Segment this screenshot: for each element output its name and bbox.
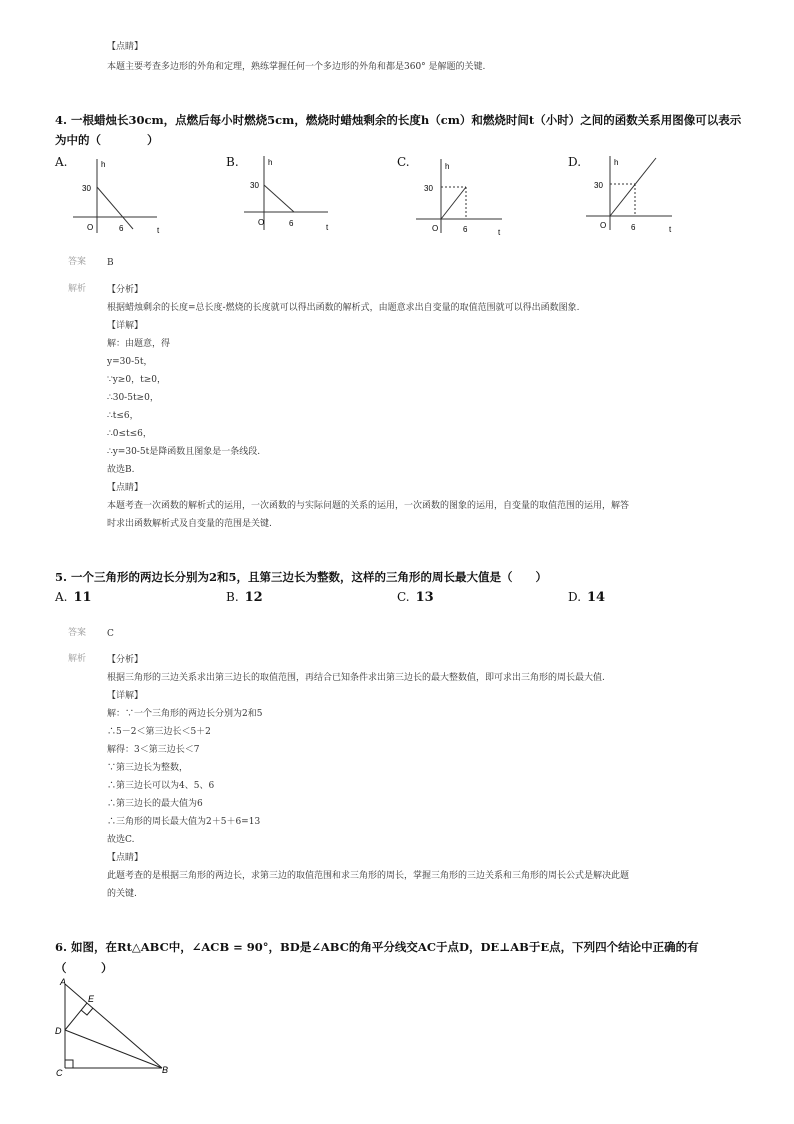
q5-line: 【点睛】 bbox=[107, 853, 144, 863]
q4a-origin: O bbox=[87, 223, 94, 232]
q4-line: 本题考查一次函数的解析式的运用，一次函数的与实际问题的关系的运用，一次函数的图象的运用，自变量的取值范围的运用，解答 bbox=[107, 501, 630, 511]
q4c-t-label: t bbox=[498, 228, 501, 237]
q4-line: 【分析】 bbox=[107, 285, 144, 295]
q4-line: y=30-5t， bbox=[107, 357, 153, 367]
q5-line: 此题考查的是根据三角形的两边长，求第三边的取值范围和求三角形的周长，掌握三角形的三边关系和三角形的周长公式是解决此题 bbox=[107, 871, 630, 881]
q5-line: 【详解】 bbox=[107, 691, 144, 701]
q5-line: ∴三角形的周长最大值为2＋5＋6=13 bbox=[107, 817, 261, 827]
q6-label-c: C bbox=[56, 1068, 63, 1078]
q4a-h-label: h bbox=[101, 160, 106, 169]
q5-option-c[interactable] bbox=[397, 590, 434, 605]
q4-line: 【点睛】 bbox=[107, 483, 144, 493]
q4-stem-line2: 为中的（ ） bbox=[55, 133, 159, 147]
q6-triangle-figure bbox=[50, 976, 180, 1080]
q4-option-b-graph[interactable] bbox=[236, 152, 346, 237]
q5-answer-label: 答案 bbox=[68, 628, 87, 638]
q4-line: 【详解】 bbox=[107, 321, 144, 331]
q5-analysis-block bbox=[107, 651, 629, 903]
q4-option-d-letter[interactable]: D. bbox=[568, 155, 582, 169]
q4-line: ∴0≤t≤6， bbox=[107, 429, 152, 439]
q5-line: ∴5－2＜第三边长＜5＋2 bbox=[107, 727, 211, 737]
q5-line: 的关键. bbox=[107, 889, 137, 899]
q5-line: 解：∵一个三角形的两边长分别为2和5 bbox=[107, 709, 263, 719]
q6-label-a: A bbox=[60, 977, 67, 987]
prev-dianjing-label: 【点睛】 bbox=[107, 42, 144, 52]
q4b-30-label: 30 bbox=[250, 181, 259, 190]
q4-analysis-label: 解析 bbox=[68, 284, 87, 294]
q5-option-d-value: 14 bbox=[587, 590, 606, 605]
q4-option-d-graph[interactable] bbox=[578, 152, 688, 237]
q4-line: ∵y≥0，t≥0， bbox=[107, 375, 166, 385]
q5-line: 【分析】 bbox=[107, 655, 144, 665]
q5-line: ∴第三边长的最大值为6 bbox=[107, 799, 203, 809]
prev-dianjing-text: 本题主要考查多边形的外角和定理，熟练掌握任何一个多边形的外角和都是360° 是解题的关键. bbox=[107, 62, 486, 72]
q4d-origin: O bbox=[600, 221, 607, 230]
q4b-origin: O bbox=[258, 218, 265, 227]
q4-line: ∴t≤6， bbox=[107, 411, 139, 421]
q5-answer: C bbox=[107, 629, 114, 639]
q4d-t-label: t bbox=[669, 225, 672, 234]
q6-label-e: E bbox=[88, 994, 95, 1004]
q6-stem-line1: 6. 如图，在Rt△ABC中，∠ACB = 90°，BD是∠ABC的角平分线交AC于点D，DE⊥AB于E点，下列四个结论中正确的有 bbox=[55, 940, 699, 954]
q4c-6-label: 6 bbox=[463, 225, 468, 234]
q4-answer: B bbox=[107, 258, 114, 268]
q4c-30-label: 30 bbox=[424, 184, 433, 193]
q4a-30-label: 30 bbox=[82, 184, 91, 193]
q4-analysis-block bbox=[107, 281, 629, 533]
q4-option-a-letter[interactable]: A. bbox=[55, 155, 68, 169]
q5-option-a[interactable] bbox=[55, 590, 92, 605]
q4-line: ∴y=30-5t是降函数且图象是一条线段. bbox=[107, 447, 261, 457]
q5-option-d-letter: D. bbox=[568, 590, 582, 604]
q4d-6-label: 6 bbox=[631, 223, 636, 232]
q4b-t-label: t bbox=[326, 223, 329, 232]
q5-option-c-value: 13 bbox=[415, 590, 434, 605]
q4c-origin: O bbox=[432, 224, 439, 233]
q5-option-b-letter: B. bbox=[226, 590, 239, 604]
q4d-h-label: h bbox=[614, 158, 619, 167]
q4-option-b-letter[interactable]: B. bbox=[226, 155, 239, 169]
q5-option-b[interactable] bbox=[226, 590, 263, 605]
q4c-h-label: h bbox=[445, 162, 450, 171]
q4-line: 时求出函数解析式及自变量的范围是关键. bbox=[107, 519, 272, 529]
q5-line: 故选C. bbox=[107, 835, 135, 845]
q4-answer-label: 答案 bbox=[68, 257, 87, 267]
q4-option-a-graph[interactable] bbox=[65, 155, 175, 240]
q4d-30-label: 30 bbox=[594, 181, 603, 190]
q4-line: 根据蜡烛剩余的长度=总长度-燃烧的长度就可以得出函数的解析式，由题意求出自变量的取值范围就可以得出函数图象. bbox=[107, 303, 580, 313]
q4-line: 解：由题意，得 bbox=[107, 339, 171, 349]
q4-option-c-graph[interactable] bbox=[408, 155, 518, 240]
q4a-6-label: 6 bbox=[119, 224, 124, 233]
q5-stem: 5. 一个三角形的两边长分别为2和5，且第三边长为整数，这样的三角形的周长最大值是（ ） bbox=[55, 570, 548, 584]
q6-label-d: D bbox=[55, 1026, 62, 1036]
q5-option-b-value: 12 bbox=[244, 590, 263, 605]
q4a-t-label: t bbox=[157, 226, 160, 235]
q4b-6-label: 6 bbox=[289, 219, 294, 228]
q5-line: ∵第三边长为整数， bbox=[107, 763, 189, 773]
q4-stem-line1: 4. 一根蜡烛长30cm，点燃后每小时燃烧5cm，燃烧时蜡烛剩余的长度h（cm）和燃烧时间t（小时）之间的函数关系用图像可以表示 bbox=[55, 113, 742, 127]
q5-line: 根据三角形的三边关系求出第三边长的取值范围，再结合已知条件求出第三边长的最大整数值，即可求出三角形的周长最大值. bbox=[107, 673, 605, 683]
q5-analysis-label: 解析 bbox=[68, 654, 87, 664]
q5-option-a-letter: A. bbox=[55, 590, 68, 604]
q5-option-a-value: 11 bbox=[73, 590, 92, 605]
q5-option-c-letter: C. bbox=[397, 590, 410, 604]
q6-label-b: B bbox=[162, 1065, 169, 1075]
q5-option-d[interactable] bbox=[568, 590, 605, 605]
q4b-h-label: h bbox=[268, 158, 273, 167]
q6-stem-line2: （ ） bbox=[55, 961, 113, 975]
q5-line: 解得：3＜第三边长＜7 bbox=[107, 745, 200, 755]
q4-option-c-letter[interactable]: C. bbox=[397, 155, 410, 169]
q4-line: ∴30-5t≥0， bbox=[107, 393, 159, 403]
q4-line: 故选B. bbox=[107, 465, 135, 475]
q5-line: ∴第三边长可以为4、5、6 bbox=[107, 781, 215, 791]
